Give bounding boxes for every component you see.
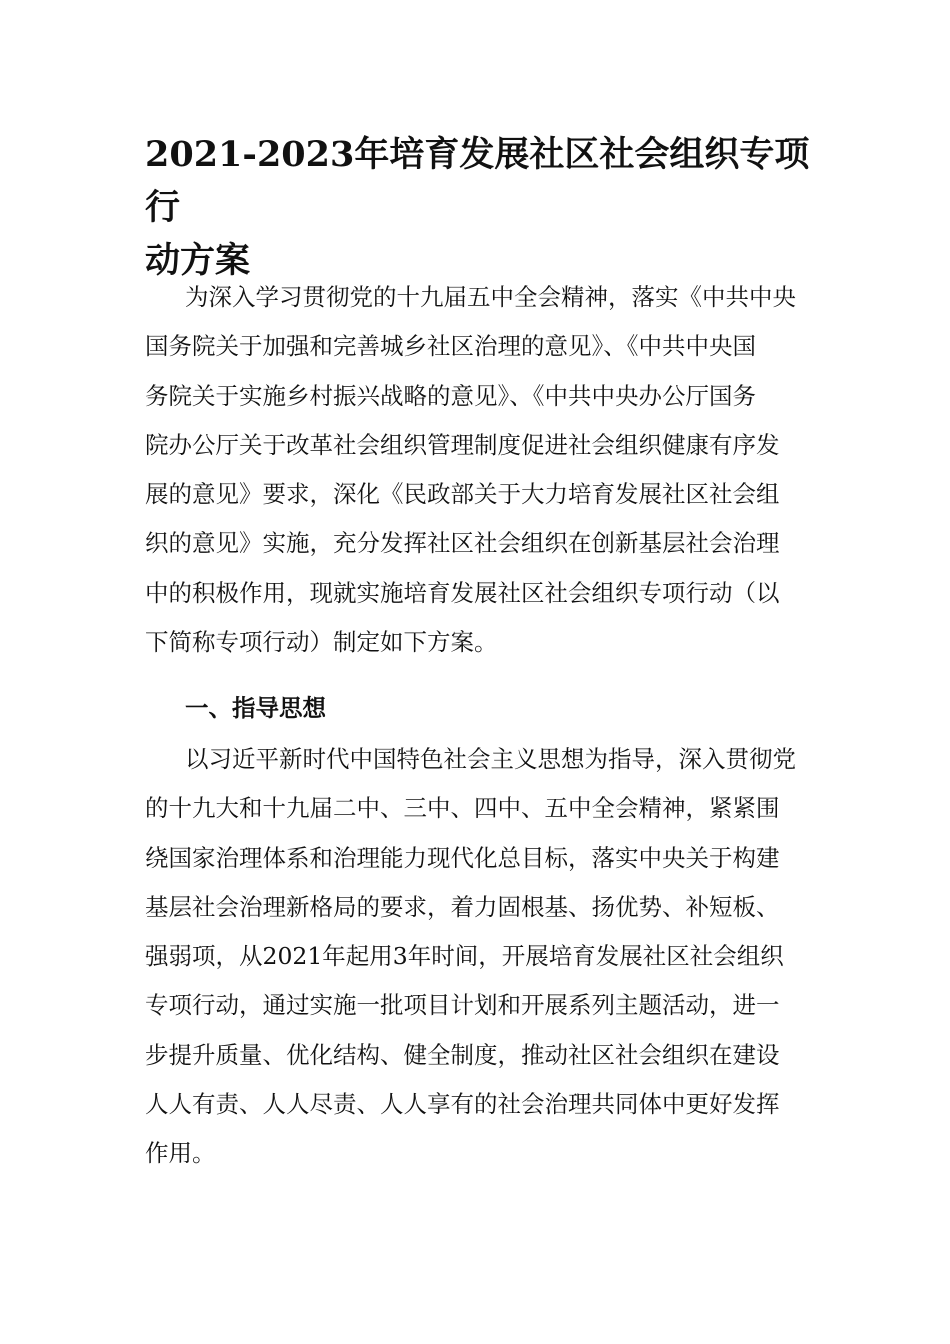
paragraph-line: 下简称专项行动）制定如下方案。 [145,628,498,657]
section-paragraph [145,735,810,1179]
paragraph-line: 为深入学习贯彻党的十九届五中全会精神，落实《中共中央 [185,283,796,311]
intro-paragraph [145,273,810,667]
paragraph-line: 中的积极作用，现就实施培育发展社区社会组织专项行动（以 [145,578,780,607]
paragraph-line: 国务院关于加强和完善城乡社区治理的意见》、《中共中央国 [145,332,756,361]
paragraph-line: 强弱项，从2021年起用3年时间，开展培育发展社区社会组织 [145,942,784,971]
title-line: 2021-2023年培育发展社区社会组织专项行 [145,134,810,228]
paragraph-line: 基层社会治理新格局的要求，着力固根基、扬优势、补短板、 [145,892,780,921]
paragraph-line: 以习近平新时代中国特色社会主义思想为指导，深入贯彻党 [185,745,796,773]
paragraph-line: 专项行动，通过实施一批项目计划和开展系列主题活动，进一 [145,991,780,1020]
paragraph-line: 织的意见》实施，充分发挥社区社会组织在创新基层社会治理 [145,529,780,558]
paragraph-line: 步提升质量、优化结构、健全制度，推动社区社会组织在建设 [145,1040,780,1069]
paragraph-line: 绕国家治理体系和治理能力现代化总目标，落实中央关于构建 [145,843,780,872]
paragraph-line: 务院关于实施乡村振兴战略的意见》、《中共中央办公厅国务 [145,381,756,410]
paragraph-line: 展的意见》要求，深化《民政部关于大力培育发展社区社会组 [145,480,780,509]
title-line: 动方案 [145,240,251,281]
paragraph-line: 的十九大和十九届二中、三中、四中、五中全会精神，紧紧围 [145,794,780,823]
section-heading: 一、指导思想 [185,694,326,722]
paragraph-line: 人人有责、人人尽责、人人享有的社会治理共同体中更好发挥 [145,1090,780,1119]
paragraph-line: 作用。 [145,1139,216,1168]
document-title [145,128,815,287]
paragraph-line: 院办公厅关于改革社会组织管理制度促进社会组织健康有序发 [145,430,780,459]
